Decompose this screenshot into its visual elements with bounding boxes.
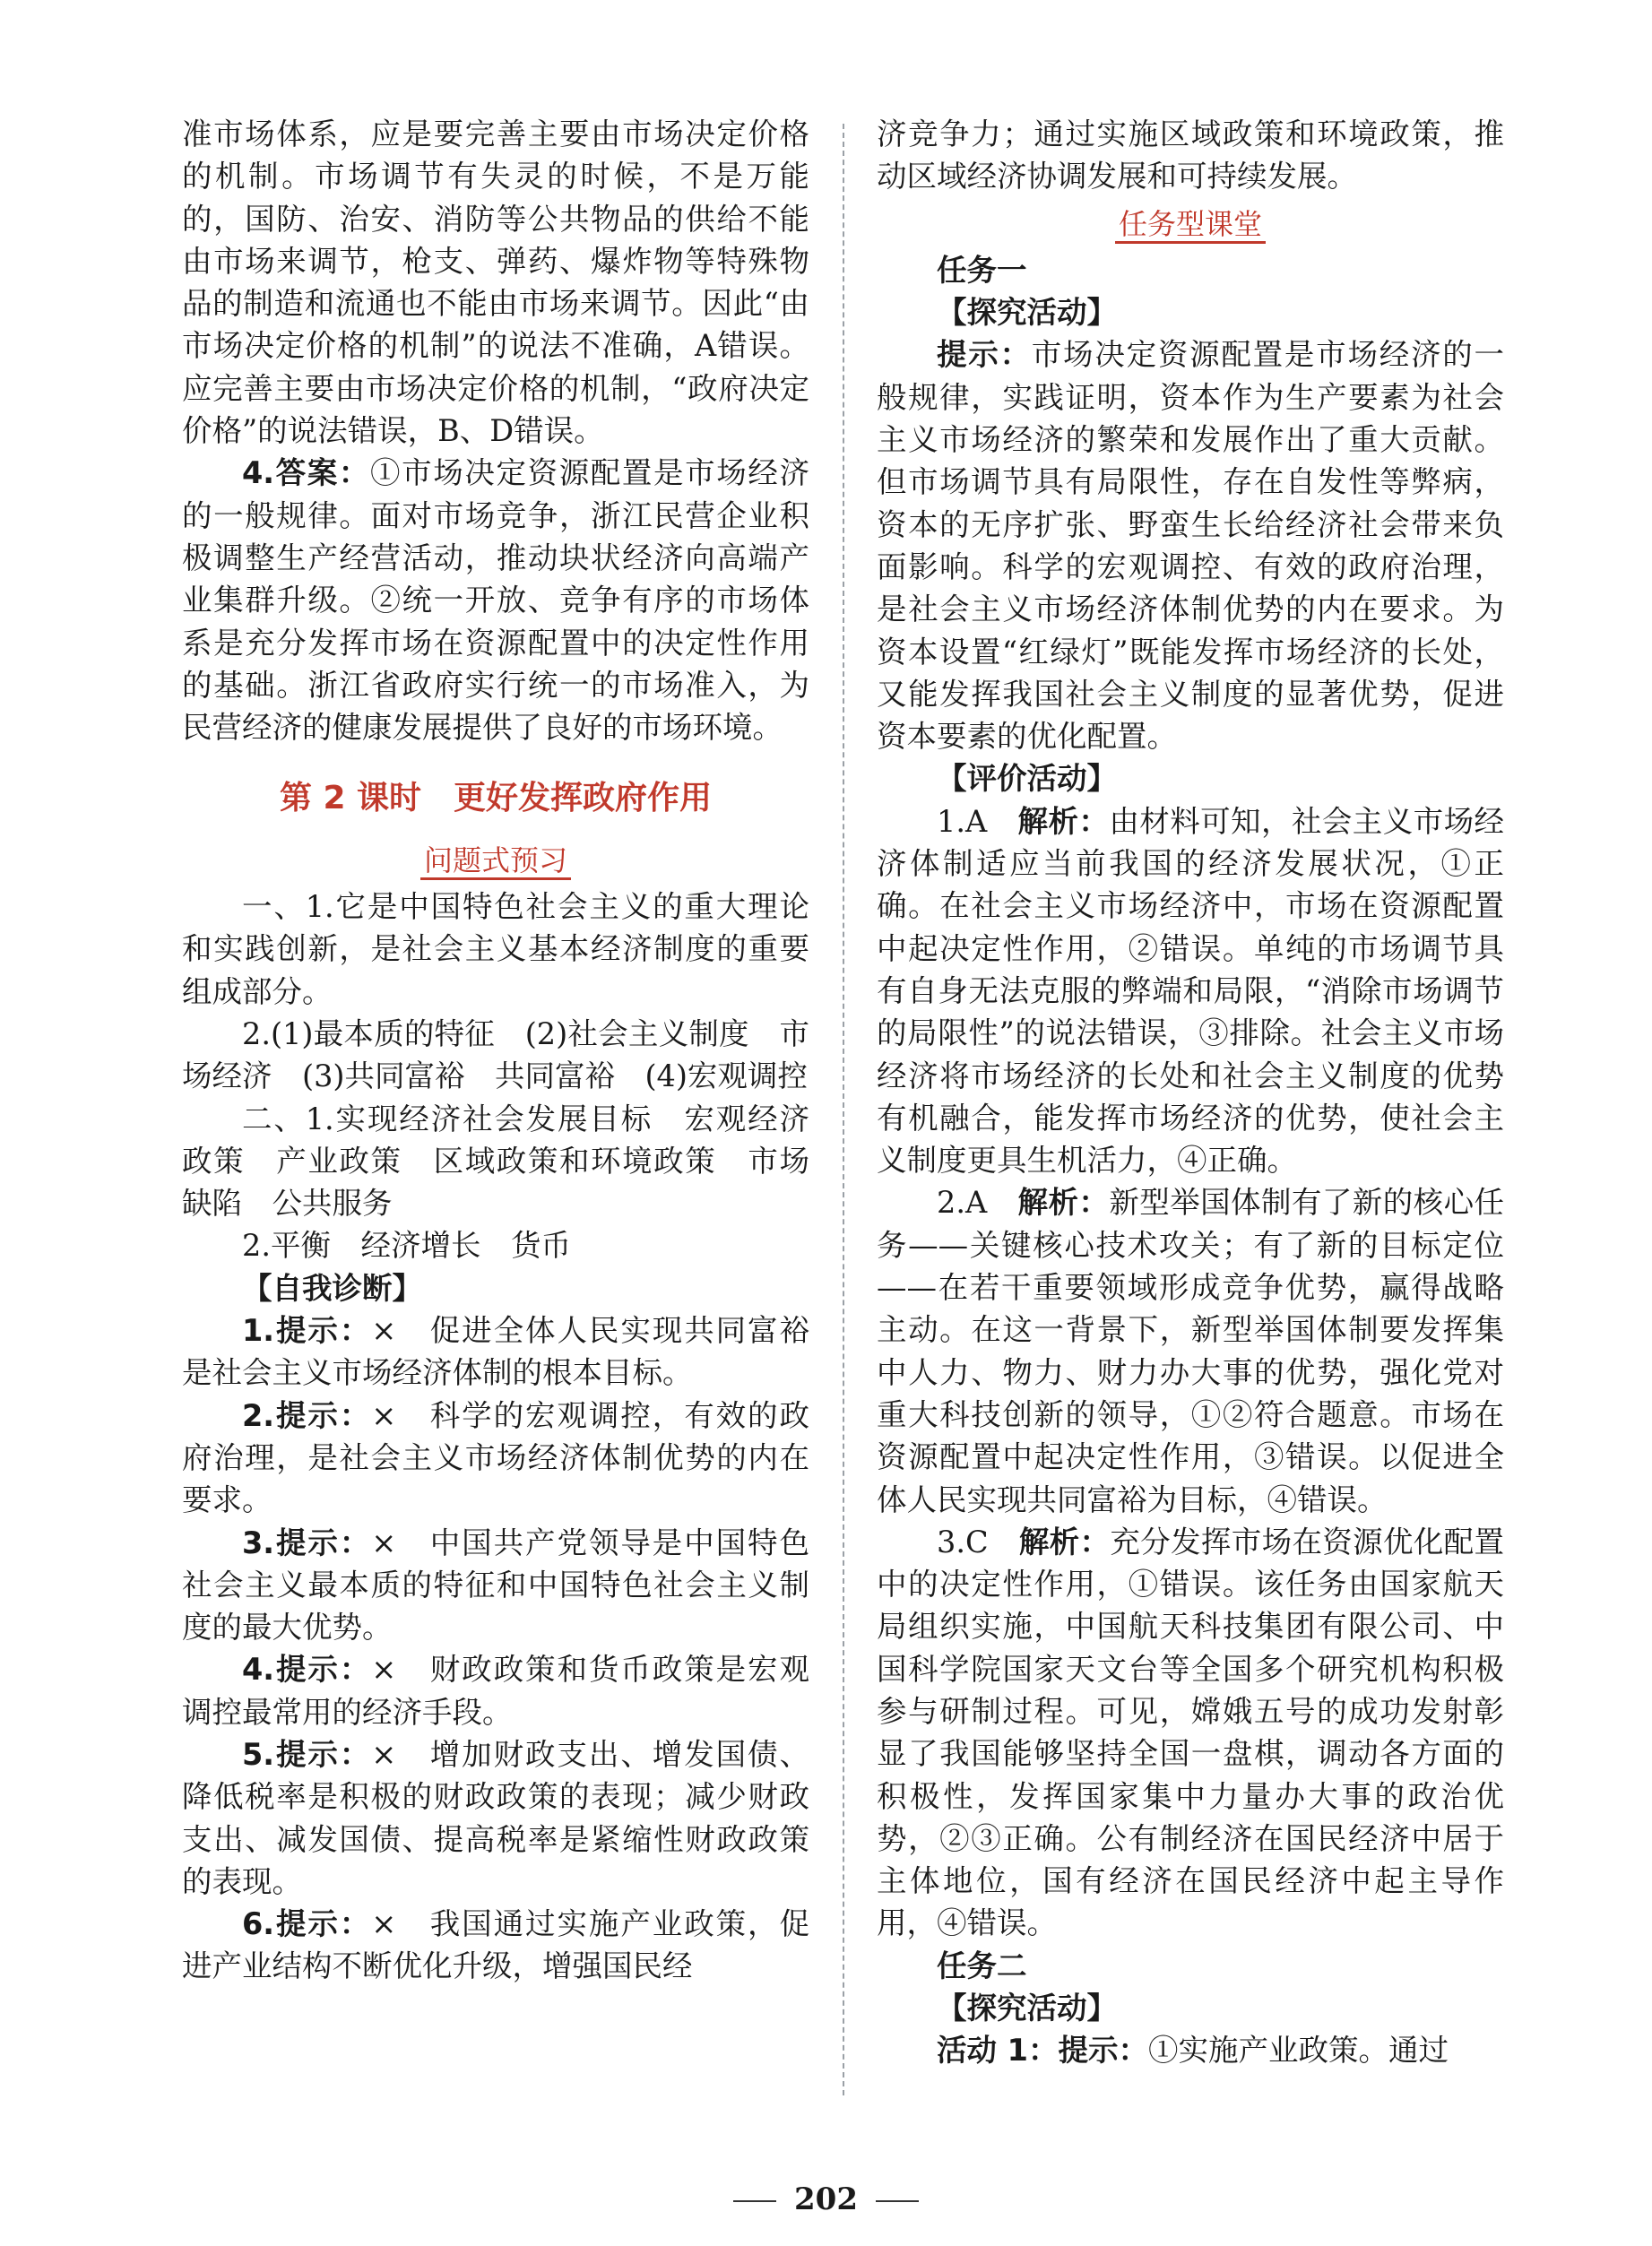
diagnosis-3 — [182, 1522, 809, 1649]
diagnosis-1 — [182, 1309, 809, 1395]
evaluation-activity-heading: 【评价活动】 — [937, 761, 1117, 797]
diagnosis-2-text: × 科学的宏观调控，有效的政府治理，是社会主义市场经济体制优势的内在要求。 — [182, 1397, 809, 1518]
item-two-1: 二、1.实现经济社会发展目标 宏观经济政策 产业政策 区域政策和环境政策 市场缺陷 公共服务 — [182, 1101, 809, 1222]
explore-hint-label: 提示： — [937, 337, 1032, 373]
evaluation-2-answer: 2.A — [937, 1185, 988, 1221]
section-preview-label: 问题式预习 — [420, 843, 571, 880]
diagnosis-5-label: 5.提示： — [242, 1736, 372, 1772]
diagnosis-6-label: 6.提示： — [242, 1906, 372, 1942]
footer-dash-left — [733, 2200, 776, 2202]
activity-1-label: 活动 1：提示： — [937, 2033, 1148, 2069]
evaluation-3 — [877, 1521, 1504, 1945]
evaluation-3-text: 充分发挥市场在资源优化配置中的决定性作用，①错误。该任务由国家航天局组织实施，中国航天科技集团有限公司、中国科学院国家天文台等全国多个研究机构积极参与研制过程。可见，嫦娥五号的成功发射彰显了我国能够坚持全国一盘棋，调动各方面的积极性，发挥国家集中力量办大事的政治优势，②③正确。公有制经济在国民经济中居于主体地位，国有经济在国民经济中起主导作用，④错误。 — [877, 1524, 1505, 1941]
diagnosis-5-text: × 增加财政支出、增发国债、降低税率是积极的财政政策的表现；减少财政支出、减发国债、提高税率是紧缩性财政政策的表现。 — [182, 1736, 809, 1899]
activity-1-text: ①实施产业政策。通过 — [1147, 2033, 1449, 2069]
diagnosis-1-text: × 促进全体人民实现共同富裕是社会主义市场经济体制的根本目标。 — [182, 1313, 809, 1391]
item-two-2: 2.平衡 经济增长 货币 — [242, 1228, 571, 1264]
activity-1 — [877, 2029, 1504, 2071]
diagnosis-3-text: × 中国共产党领导是中国特色社会主义最本质的特征和中国特色社会主义制度的最大优势。 — [182, 1525, 809, 1646]
diagnosis-2-label: 2.提示： — [242, 1397, 372, 1433]
task-2-heading: 任务二 — [937, 1948, 1027, 1983]
diagnosis-6 — [182, 1903, 809, 1988]
item-one-1: 一、1.它是中国特色社会主义的重大理论和实践创新，是社会主义基本经济制度的重要组成部分。 — [182, 889, 809, 1009]
diagnosis-4 — [182, 1648, 809, 1733]
lesson-title: 第 2 课时 更好发挥政府作用 — [279, 780, 713, 817]
evaluation-3-label: 解析： — [1018, 1524, 1111, 1559]
evaluation-2 — [877, 1181, 1504, 1520]
section-preview-heading — [182, 840, 809, 882]
diagnosis-2 — [182, 1395, 809, 1522]
explore-hint-text: 市场决定资源配置是市场经济的一般规律，实践证明，资本作为生产要素为社会主义市场经济的繁荣和发展作出了重大贡献。但市场调节具有局限性，存在自发性等弊病，资本的无序扩张、野蛮生长给经济社会带来负面影响。科学的宏观调控、有效的政府治理，是社会主义市场经济体制优势的内在要求。为资本设置“红绿灯”既能发挥市场经济的长处，又能发挥我国社会主义制度的显著优势，促进资本要素的优化配置。 — [877, 337, 1505, 755]
task-1-heading: 任务一 — [937, 252, 1027, 288]
left-paragraph-continued: 准市场体系，应是要完善主要由市场决定价格的机制。市场调节有失灵的时候，不是万能的，国防、治安、消防等公共物品的供给不能由市场来调节，枪支、弹药、爆炸物等特殊物品的制造和流通也不能由市场来调节。因此“由市场决定价格的机制”的说法不准确，A错误。应完善主要由市场决定价格的机制，“政府决定价格”的说法错误，B、D错误。 — [182, 117, 809, 449]
left-column — [182, 113, 809, 1988]
evaluation-2-label: 解析： — [1017, 1185, 1110, 1221]
column-divider — [843, 124, 844, 2095]
page-footer — [0, 2181, 1652, 2217]
evaluation-1 — [877, 800, 1504, 1182]
diagnosis-4-text: × 财政政策和货币政策是宏观调控最常用的经济手段。 — [182, 1652, 809, 1730]
section-task-heading — [877, 203, 1504, 246]
section-task-label: 任务型课堂 — [1115, 207, 1266, 244]
diagnosis-4-label: 4.提示： — [242, 1652, 372, 1688]
evaluation-3-answer: 3.C — [937, 1524, 989, 1559]
answer-4 — [182, 452, 809, 748]
diagnosis-3-label: 3.提示： — [242, 1525, 372, 1560]
evaluation-1-label: 解析： — [1017, 803, 1110, 839]
evaluation-1-text: 由材料可知，社会主义市场经济体制适应当前我国的经济发展状况，①正确。在社会主义市场经济中，市场在资源配置中起决定性作用，②错误。单纯的市场调节具有自身无法克服的弊端和局限，“消除市场调节的局限性”的说法错误，③排除。社会主义市场经济将市场经济的长处和社会主义制度的优势有机融合，能发挥市场经济的优势，使社会主义制度更具生机活力，④正确。 — [877, 803, 1505, 1179]
explore-hint — [877, 333, 1504, 757]
evaluation-1-answer: 1.A — [937, 803, 988, 839]
answer-4-text: ①市场决定资源配置是市场经济的一般规律。面对市场竞争，浙江民营企业积极调整生产经营活动，推动块状经济向高端产业集群升级。②统一开放、竞争有序的市场体系是充分发挥市场在资源配置中的决定性作用的基础。浙江省政府实行统一的市场准入，为民营经济的健康发展提供了良好的市场环境。 — [182, 455, 809, 746]
diagnosis-5 — [182, 1733, 809, 1903]
diagnosis-6-text: × 我国通过实施产业政策，促进产业结构不断优化升级，增强国民经 — [182, 1906, 809, 1984]
explore-activity-1-heading: 【探究活动】 — [937, 295, 1117, 331]
diagnosis-1-label: 1.提示： — [242, 1313, 372, 1349]
explore-activity-2-heading: 【探究活动】 — [937, 1991, 1117, 2026]
footer-dash-right — [876, 2200, 919, 2202]
page-number: 202 — [794, 2181, 858, 2217]
self-diagnosis-heading: 【自我诊断】 — [242, 1270, 422, 1306]
item-one-2: 2.(1)最本质的特征 (2)社会主义制度 市场经济 (3)共同富裕 共同富裕 (4)宏观调控 — [182, 1015, 809, 1094]
right-column — [877, 113, 1504, 2072]
answer-4-label: 4.答案： — [242, 455, 370, 491]
right-paragraph-continued: 济竞争力；通过实施区域政策和环境政策，推动区域经济协调发展和可持续发展。 — [877, 117, 1504, 194]
evaluation-2-text: 新型举国体制有了新的核心任务——关键核心技术攻关；有了新的目标定位——在若干重要领域形成竞争优势，赢得战略主动。在这一背景下，新型举国体制要发挥集中人力、物力、财力办大事的优势，强化党对重大科技创新的领导，①②符合题意。市场在资源配置中起决定性作用，③错误。以促进全体人民实现共同富裕为目标，④错误。 — [877, 1185, 1505, 1517]
